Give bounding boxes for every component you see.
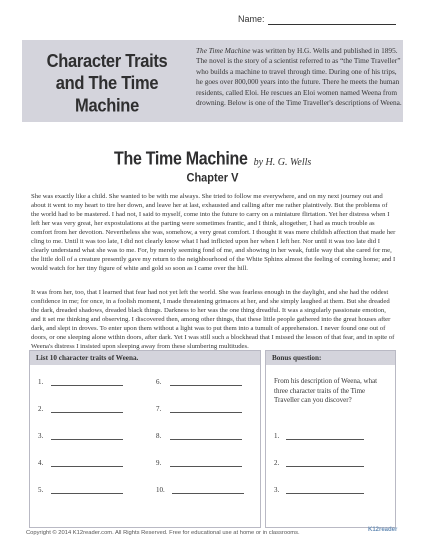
- passage-paragraph-2: It was from her, too, that I learned that fear had not yet left the world. She was fearless enough in the daylight, and she had the oddest confidence in me; for once, in a foolish moment, I made threatening grimaces at her, and she simply laughed at them. But she dreaded the dark, dreaded shadows, dreaded black things. Darkness to her was the one thing dreadful. It was a singularly passionate emotion, and it set me thinking and observing. I discovered then, among other things, that these little people gathered into the great houses after dark, and slept in droves. To enter upon them without a light was to put them into a tumult of apprehension. I never found one out of doors, or one sleeping alone within doors, after dark. Yet I was still such a blockhead that I missed the lesson of that fear, and in spite of Weena's distress I insisted upon sleeping away from these slumbering multitudes.: [31, 289, 395, 351]
- bonus-box: [265, 350, 396, 528]
- name-label: Name:: [238, 14, 265, 24]
- trait-answer-7[interactable]: 7.: [156, 405, 256, 415]
- trait-answer-9[interactable]: 9.: [156, 459, 256, 469]
- worksheet-title: Character Traits and The Time Machine: [46, 51, 168, 117]
- logo-text: K12reader: [368, 527, 398, 533]
- trait-answer-2[interactable]: 2.: [38, 405, 138, 415]
- intro-body: was written by H.G. Wells and published in 1895. The novel is the story of a scientist referred to as “the Time Traveller” who builds a machine to travel through time. During one of his trips, he goes over 800,000 years into the future. There he meets the human residents, called Eloi. He rescues an Eloi women named Weena from drowning. Below is one of the Time Traveller's descriptions of Weena.: [196, 46, 402, 108]
- story-author: by H. G. Wells: [253, 157, 312, 168]
- chapter-heading: Chapter V: [186, 171, 239, 185]
- header-banner: [22, 40, 403, 122]
- k12reader-logo: [368, 527, 397, 533]
- bonus-answer-2[interactable]: 2.: [274, 459, 374, 469]
- bonus-answer-3[interactable]: 3.: [274, 486, 374, 496]
- bonus-heading: Bonus question:: [266, 351, 395, 365]
- intro-text: [196, 46, 402, 108]
- name-line[interactable]: [268, 24, 396, 25]
- intro-book-title: The Time Machine: [196, 46, 251, 55]
- trait-answer-4[interactable]: 4.: [38, 459, 138, 469]
- trait-answer-3[interactable]: 3.: [38, 432, 138, 442]
- bonus-answer-1[interactable]: 1.: [274, 432, 374, 442]
- name-field[interactable]: [238, 14, 398, 28]
- copyright-footer: Copyright © 2014 K12reader.com. All Rights Reserved. Free for educational use at home or in classrooms.: [26, 530, 300, 536]
- trait-answer-10[interactable]: 10.: [156, 486, 256, 496]
- traits-box: [29, 350, 261, 528]
- passage-paragraph-1: She was exactly like a child. She wanted to be with me always. She tried to follow me everywhere, and on my next journey out and about it went to my heart to tire her down, and leave her at last, exhausted and calling after me rather plaintively. But the problems of the world had to be mastered. I had not, I said to myself, come into the future to carry on a miniature flirtation. Yet her distress when I left her was very great, her expostulations at the parting were sometimes frantic, and I think, altogether, I had as much trouble as comfort from her devotion. Nevertheless she was, somehow, a very great comfort. I thought it was mere childish affection that made her cling to me. Until it was too late, I did not clearly know what I had inflicted upon her when I left her. Nor until it was too late did I clearly understand what she was to me. For, by merely seeming fond of me, and showing in her weak, futile way that she cared for me, the little doll of a creature presently gave my return to the neighbourhood of the White Sphinx almost the feeling of coming home; and I would watch for her tiny figure of white and gold so soon as I came over the hill.: [31, 193, 396, 273]
- trait-answer-1[interactable]: 1.: [38, 378, 138, 388]
- story-heading: [114, 150, 314, 172]
- trait-answer-8[interactable]: 8.: [156, 432, 256, 442]
- traits-heading: List 10 character traits of Weena.: [30, 351, 260, 365]
- trait-answer-6[interactable]: 6.: [156, 378, 256, 388]
- bonus-question: From his description of Weena, what three character traits of the Time Traveller can you discover?: [274, 377, 378, 405]
- story-title: The Time Machine: [114, 149, 248, 169]
- trait-answer-5[interactable]: 5.: [38, 486, 138, 496]
